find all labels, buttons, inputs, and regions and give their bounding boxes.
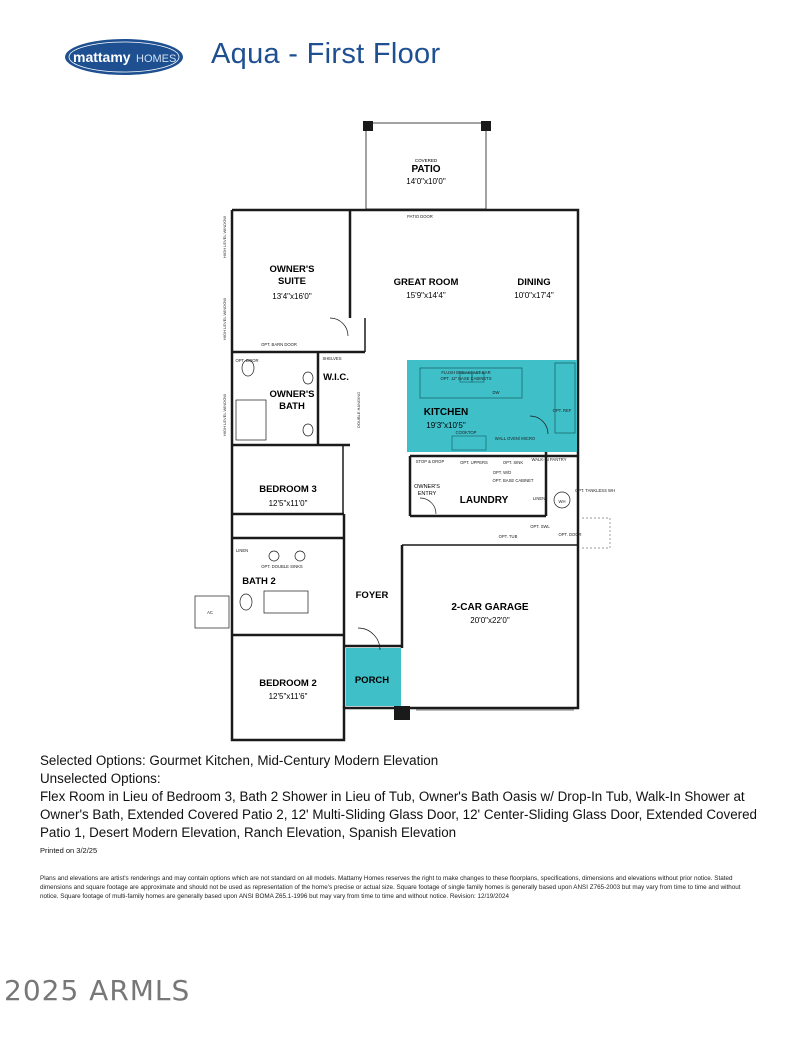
svg-text:WALL OVEN/ MICRO: WALL OVEN/ MICRO [494,436,536,441]
bedroom-3-dims: 12'5"x11'0" [268,499,308,508]
garage-dims: 20'0"x22'0" [470,616,510,625]
svg-text:OPT. REF: OPT. REF [552,408,572,413]
svg-text:OPT. TANKLESS WH: OPT. TANKLESS WH [574,488,616,493]
svg-text:LINEN: LINEN [532,496,546,501]
unselected-options-heading: Unselected Options: [40,771,161,786]
printed-date: Printed on 3/2/25 [40,846,98,855]
great-room-dims: 15'9"x14'4" [406,291,446,300]
patio-sublabel: COVERED [414,158,438,163]
svg-text:HIGH LEVEL WINDOW: HIGH LEVEL WINDOW [222,297,227,340]
svg-text:HIGH LEVEL WINDOW: HIGH LEVEL WINDOW [222,215,227,258]
svg-text:OPT. SINK: OPT. SINK [502,460,524,465]
kitchen-dims: 19'3"x10'5" [426,421,466,430]
porch-label: PORCH [354,675,390,686]
svg-text:OPT. BASE CABINET: OPT. BASE CABINET [492,478,534,483]
svg-text:BATH: BATH [279,401,305,412]
bath-2-label: BATH 2 [242,576,276,587]
svg-text:OPT. TUB: OPT. TUB [498,534,518,539]
svg-text:STOP & DROP: STOP & DROP [415,459,445,464]
svg-text:HIGH LEVEL WINDOW: HIGH LEVEL WINDOW [222,393,227,436]
bedroom-2-label: BEDROOM 2 [259,678,317,689]
options-notes [40,752,760,842]
svg-text:COOKTOP: COOKTOP [455,430,477,435]
svg-text:DW: DW [492,390,500,395]
great-room-label: GREAT ROOM [393,277,459,288]
svg-text:ENTRY: ENTRY [417,491,437,497]
owners-entry-label: OWNER'S [414,484,440,490]
svg-text:PATIO DOOR: PATIO DOOR [407,214,433,219]
dining-label: DINING [517,277,551,288]
laundry-label: LAUNDRY [459,495,509,506]
patio-label: PATIO [411,164,441,175]
dining-dims: 10'0"x17'4" [514,291,554,300]
svg-text:OPT. BARN DOOR: OPT. BARN DOOR [261,342,297,347]
svg-text:OPT. SWL: OPT. SWL [530,524,550,529]
page-title: Aqua - First Floor [211,38,441,70]
bedroom-3-label: BEDROOM 3 [259,484,317,495]
owners-suite-dims: 13'4"x16'0" [272,292,312,301]
svg-text:LINEN: LINEN [235,548,249,553]
mattamy-homes-logo [64,38,184,76]
wic-label: W.I.C. [323,372,349,383]
kitchen-label: KITCHEN [423,407,469,418]
svg-text:OPT. DOUBLE SINKS: OPT. DOUBLE SINKS [261,564,303,569]
garage-label: 2-CAR GARAGE [451,602,529,613]
svg-text:OPT. UPPERS: OPT. UPPERS [460,460,488,465]
svg-text:mattamy: mattamy [73,49,131,65]
svg-text:OPT. DOOR: OPT. DOOR [235,358,259,363]
svg-text:OPT. DOOR: OPT. DOOR [558,532,582,537]
svg-text:FLUSH BREAKFAST BAR: FLUSH BREAKFAST BAR [441,370,491,375]
owners-suite-label: OWNER'S [269,264,315,275]
armls-watermark: 2025 ARMLS [4,974,191,1007]
svg-text:OPT. W/D: OPT. W/D [492,470,512,475]
svg-text:WALK-IN PANTRY: WALK-IN PANTRY [531,457,567,462]
floor-plan [190,118,616,748]
svg-text:OPT. 12" BASE CABINETS: OPT. 12" BASE CABINETS [440,376,492,381]
svg-text:DOUBLE HANGING: DOUBLE HANGING [356,391,361,428]
patio-dims: 14'0"x10'0" [406,177,446,186]
svg-text:SUITE: SUITE [278,276,306,287]
unselected-options: Flex Room in Lieu of Bedroom 3, Bath 2 Shower in Lieu of Tub, Owner's Bath Oasis w/ Drop-In Tub, Walk-In Shower at Owner's Bath, Extended Covered Patio 2, 12' Multi-Sliding Glass Door, 12' Center-Sliding Glass Door, Extended Covered Patio 1, Desert Modern Elevation, Ranch Elevation, Spanish Elevation [40,789,757,840]
disclaimer: Plans and elevations are artist's renderings and may contain options which are not standard on all models. Mattamy Homes reserves the right to make changes to these floorplans, specifications, dimensions and elevations without prior notice. Stated dimensions and square footage are approximate and should not be used as representation of the home's precise or actual size. Square footage of single family homes is generally based upon ANSI Z765-2003 but may vary from time to time and without notice. Square footage of multi-family homes are generally based upon ANSI BOMA Z65.1-1996 but may vary from time to time and without notice. Revision: 12/19/2024 [40,875,741,900]
svg-text:WH: WH [558,499,566,504]
foyer-label: FOYER [355,590,389,601]
selected-options: Selected Options: Gourmet Kitchen, Mid-Century Modern Elevation [40,753,439,768]
svg-text:AC: AC [207,610,213,615]
svg-text:SHELVES: SHELVES [322,356,342,361]
svg-text:HOMES: HOMES [136,53,177,65]
owners-bath-label: OWNER'S [269,389,315,400]
bedroom-2-dims: 12'5"x11'6" [268,692,308,701]
kitchen-highlight [407,360,577,452]
